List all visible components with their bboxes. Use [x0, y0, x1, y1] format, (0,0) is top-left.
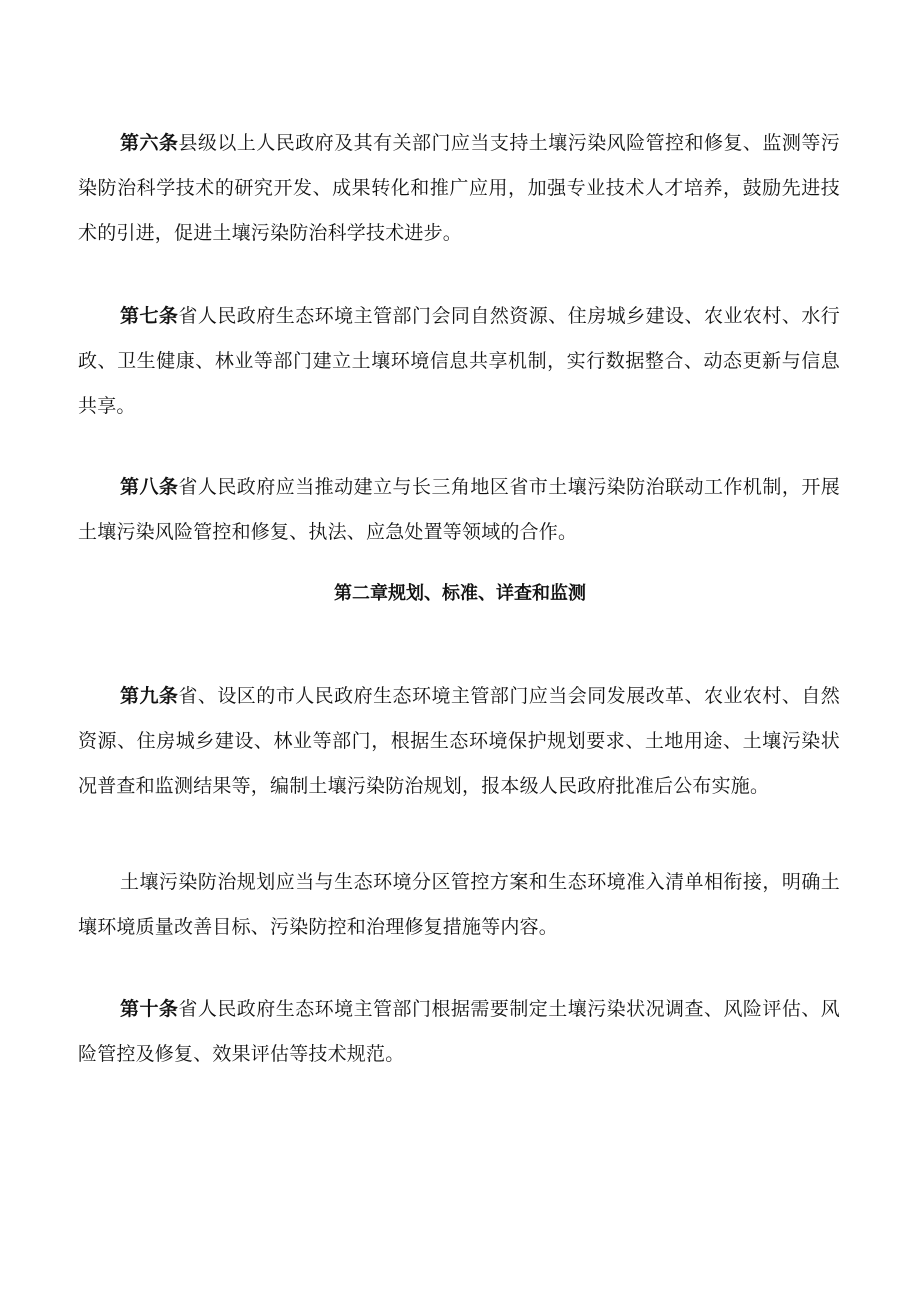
article-8-text: 省人民政府应当推动建立与长三角地区省市土壤污染防治联动工作机制，开展土壤污染风险管控和修复、执法、应急处置等领域的合作。 — [78, 476, 840, 543]
article-7-number: 第七条 — [120, 305, 179, 327]
article-7 — [78, 294, 840, 429]
article-9-text: 省、设区的市人民政府生态环境主管部门应当会同发展改革、农业农村、自然资源、住房城乡建设、林业等部门，根据生态环境保护规划要求、土地用途、土壤污染状况普查和监测结果等，编制土壤污染防治规划，报本级人民政府批准后公布实施。 — [78, 685, 840, 797]
article-9-number: 第九条 — [120, 685, 179, 707]
article-9-paragraph-2: 土壤污染防治规划应当与生态环境分区管控方案和生态环境准入清单相衔接，明确土壤环境质量改善目标、污染防控和治理修复措施等内容。 — [78, 871, 840, 938]
article-8 — [78, 465, 840, 555]
article-10 — [78, 987, 840, 1077]
article-8-number: 第八条 — [120, 476, 179, 498]
article-6-text: 县级以上人民政府及其有关部门应当支持土壤污染风险管控和修复、监测等污染防治科学技术的研究开发、成果转化和推广应用，加强专业技术人才培养，鼓励先进技术的引进，促进土壤污染防治科学技术进步。 — [78, 132, 840, 244]
article-6-number: 第六条 — [120, 132, 179, 154]
article-9 — [78, 674, 840, 809]
article-6 — [78, 121, 840, 256]
chapter-title: 第二章规划、标准、详查和监测 — [334, 583, 586, 604]
article-10-number: 第十条 — [120, 998, 179, 1020]
article-7-text: 省人民政府生态环境主管部门会同自然资源、住房城乡建设、农业农村、水行政、卫生健康、林业等部门建立土壤环境信息共享机制，实行数据整合、动态更新与信息共享。 — [78, 305, 840, 417]
article-10-text: 省人民政府生态环境主管部门根据需要制定土壤污染状况调查、风险评估、风险管控及修复、效果评估等技术规范。 — [78, 998, 840, 1065]
